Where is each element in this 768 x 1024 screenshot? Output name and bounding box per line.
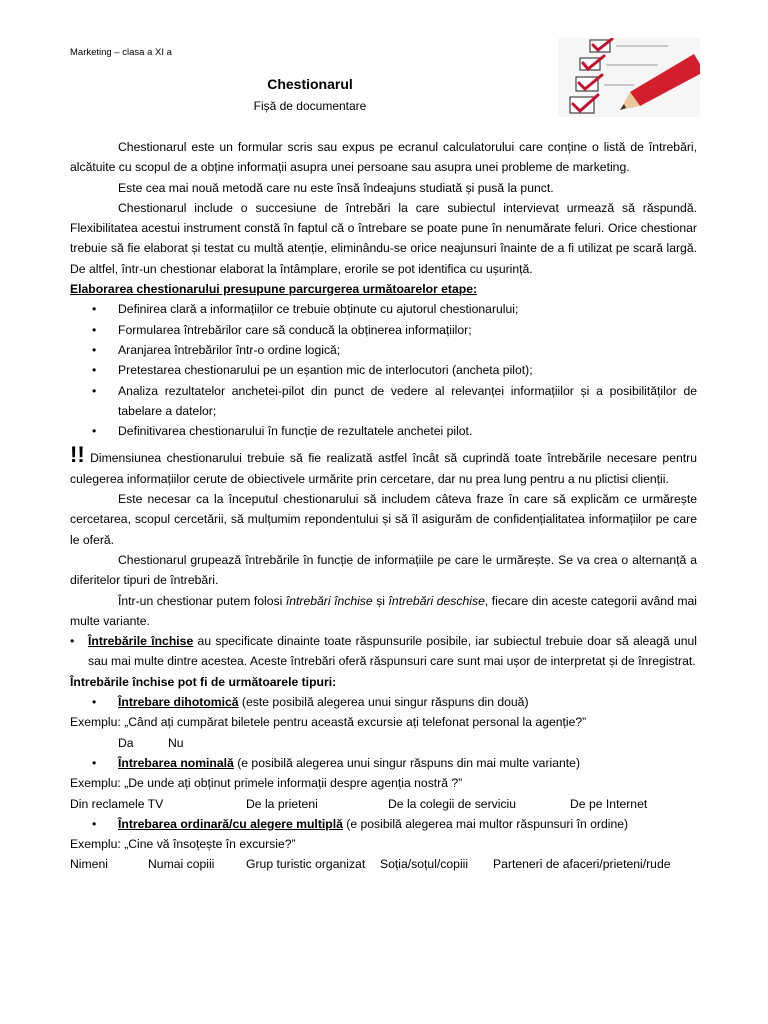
list-item: • Definitivarea chestionarului în funcție de rezultatele anchetei pilot. [92, 424, 473, 439]
ordinal-item: • Întrebarea ordinară/cu alegere multiplă (e posibilă alegerea mai multor răspunsuri în ordine) [92, 816, 629, 831]
steps-list [70, 299, 697, 441]
list-item: • Analiza rezultatelor anchetei-pilot din punct de vedere al relevanței informațiilor și a posibilităților de tabelare a datelor; [92, 383, 697, 418]
paragraph-introduction: Este necesar ca la începutul chestionarului să includem câteva fraze în care să explicăm ce urmărește cercetarea, scopul cercetării, să mulțumim repondentului și să îl asigurăm de confidențialitatea informațiilor pe care le oferă. [70, 492, 697, 547]
paragraph-definition: Chestionarul este un formular scris sau expus pe ecranul calculatorului care conține o listă de întrebări, alcătuite cu scopul de a obține informații asupra unei persoane sau asupra unei probleme de marketing. [70, 140, 697, 175]
paragraph-question-types: Într-un chestionar putem folosi întrebări închise și întrebări deschise, fiecare din aceste categorii având mai multe variante. [70, 593, 697, 628]
steps-heading: Elaborarea chestionarului presupune parcurgerea următoarelor etape: [70, 282, 478, 297]
list-item: • Aranjarea întrebărilor într-o ordine logică; [92, 342, 341, 357]
paragraph-flexibility: Chestionarul include o succesiune de întrebări la care subiectul intervievat urmează să răspundă. Flexibilitatea acestui instrument constă în faptul că o întrebare se poate pune în nenumărate feluri. Orice chestionar trebuie să fie elaborat și testat cu multă atenție, eliminându-se orice neajunsuri înainte de a fi utilizat pe scară largă. De altfel, într-un chestionar elaborat la întâmplare, erorile se pot identifica cu ușurință. [70, 200, 697, 276]
closed-questions-item: • Întrebările închise au specificate dinainte toate răspunsurile posibile, iar subiectul trebuie doar să aleagă unul sau mai multe dintre acestea. Aceste întrebări oferă răspunsuri care sunt mai ușor de interpretat și de înregistrat. [70, 634, 698, 669]
page-title: Chestionarul [267, 76, 353, 92]
example-ordinal-options: Nimeni Numai copiii Grup turistic organizat Soția/soțul/copiii Parteneri de afaceri/prieteni/rude [70, 857, 671, 872]
list-item: • Formularea întrebărilor care să conducă la obținerea informațiilor; [92, 322, 472, 337]
page-subtitle: Fișă de documentare [253, 99, 367, 113]
example-ordinal: Exemplu: „Cine vă însoțește în excursie?” [70, 837, 296, 852]
paragraph-newest-method: Este cea mai nouă metodă care nu este însă îndeajuns studiată și pusă la punct. [118, 180, 554, 195]
types-heading: Întrebările închise pot fi de următoarele tipuri: [70, 674, 337, 689]
paragraph-grouping: Chestionarul grupează întrebările în funcție de informațiile pe care le urmărește. Se va crea o alternanță a diferitelor tipuri de întrebări. [70, 552, 697, 588]
example-nominal-options: Din reclamele TV De la prieteni De la colegii de serviciu De pe Internet [70, 796, 648, 811]
warning-marks: !! [70, 442, 85, 468]
example-nominal: Exemplu: „De unde ați obținut primele informații despre agenția nostră ?” [70, 776, 463, 791]
example-dichotomous-options: Da Nu [118, 735, 184, 750]
list-item: • Pretestarea chestionarului pe un eșantion mic de interlocutori (ancheta pilot); [92, 363, 533, 378]
document-body [70, 137, 697, 875]
course-header: Marketing – clasa a XI a [70, 47, 172, 58]
list-item: • Definirea clară a informațiilor ce trebuie obținute cu ajutorul chestionarului; [92, 302, 519, 317]
dichotomous-item: • Întrebare dihotomică (este posibilă alegerea unui singur răspuns din două) [92, 695, 529, 710]
example-dichotomous: Exemplu: „Când ați cumpărat biletele pentru această excursie ați telefonat personal la agenție?” [70, 715, 587, 730]
checklist-pencil-icon [558, 38, 700, 117]
paragraph-dimension: !! Dimensiunea chestionarului trebuie să fie realizată astfel încât să cuprindă toate întrebările necesare pentru culegerea informațiilor cerute de obiectivele urmărite prin cercetare, dar nu prea lung pentru a nu plictisi clienții. [70, 442, 697, 486]
nominal-item: • Întrebarea nominală (e posibilă alegerea unui singur răspuns din mai multe variante) [92, 755, 581, 770]
